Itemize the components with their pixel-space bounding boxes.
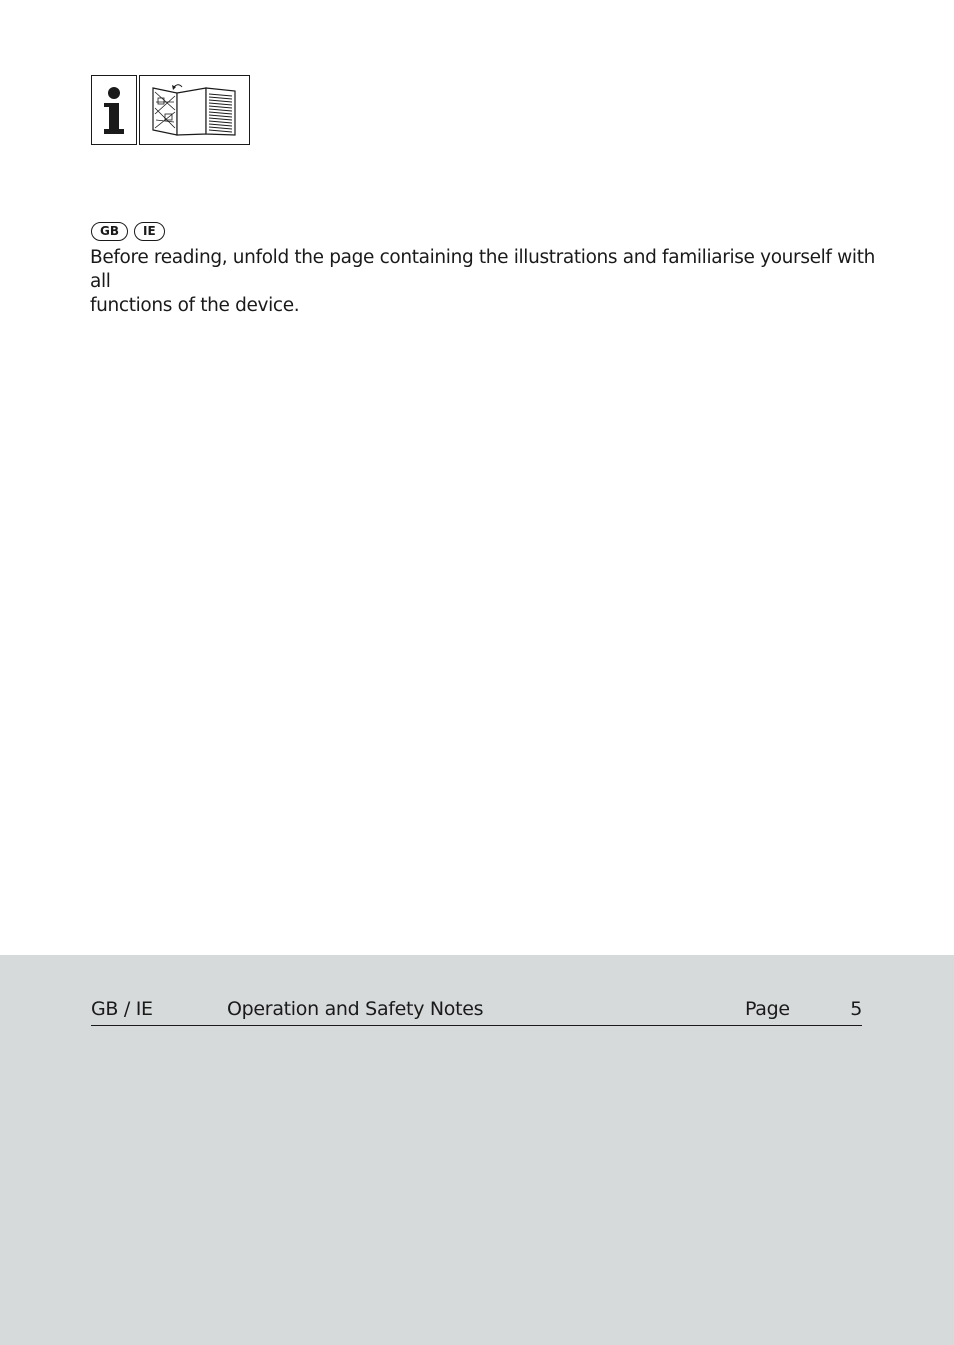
header-icons — [91, 75, 250, 145]
toc-section-title[interactable]: Operation and Safety Notes — [227, 998, 484, 1020]
intro-line-1: Before reading, unfold the page containing the illustrations and familiarise yourself with all — [90, 247, 875, 292]
language-badges — [91, 222, 165, 241]
intro-paragraph — [90, 246, 880, 318]
toc-page-number[interactable]: 5 — [850, 998, 862, 1020]
toc-page-label: Page — [745, 998, 790, 1020]
toc-language-code: GB / IE — [91, 998, 153, 1020]
table-of-contents-panel — [0, 955, 954, 1345]
unfold-page-icon — [139, 75, 250, 145]
toc-entry[interactable] — [91, 995, 862, 1026]
intro-line-2: functions of the device. — [90, 295, 300, 316]
info-icon — [91, 75, 137, 145]
language-badge-ie: IE — [134, 222, 165, 241]
language-badge-gb: GB — [91, 222, 128, 241]
